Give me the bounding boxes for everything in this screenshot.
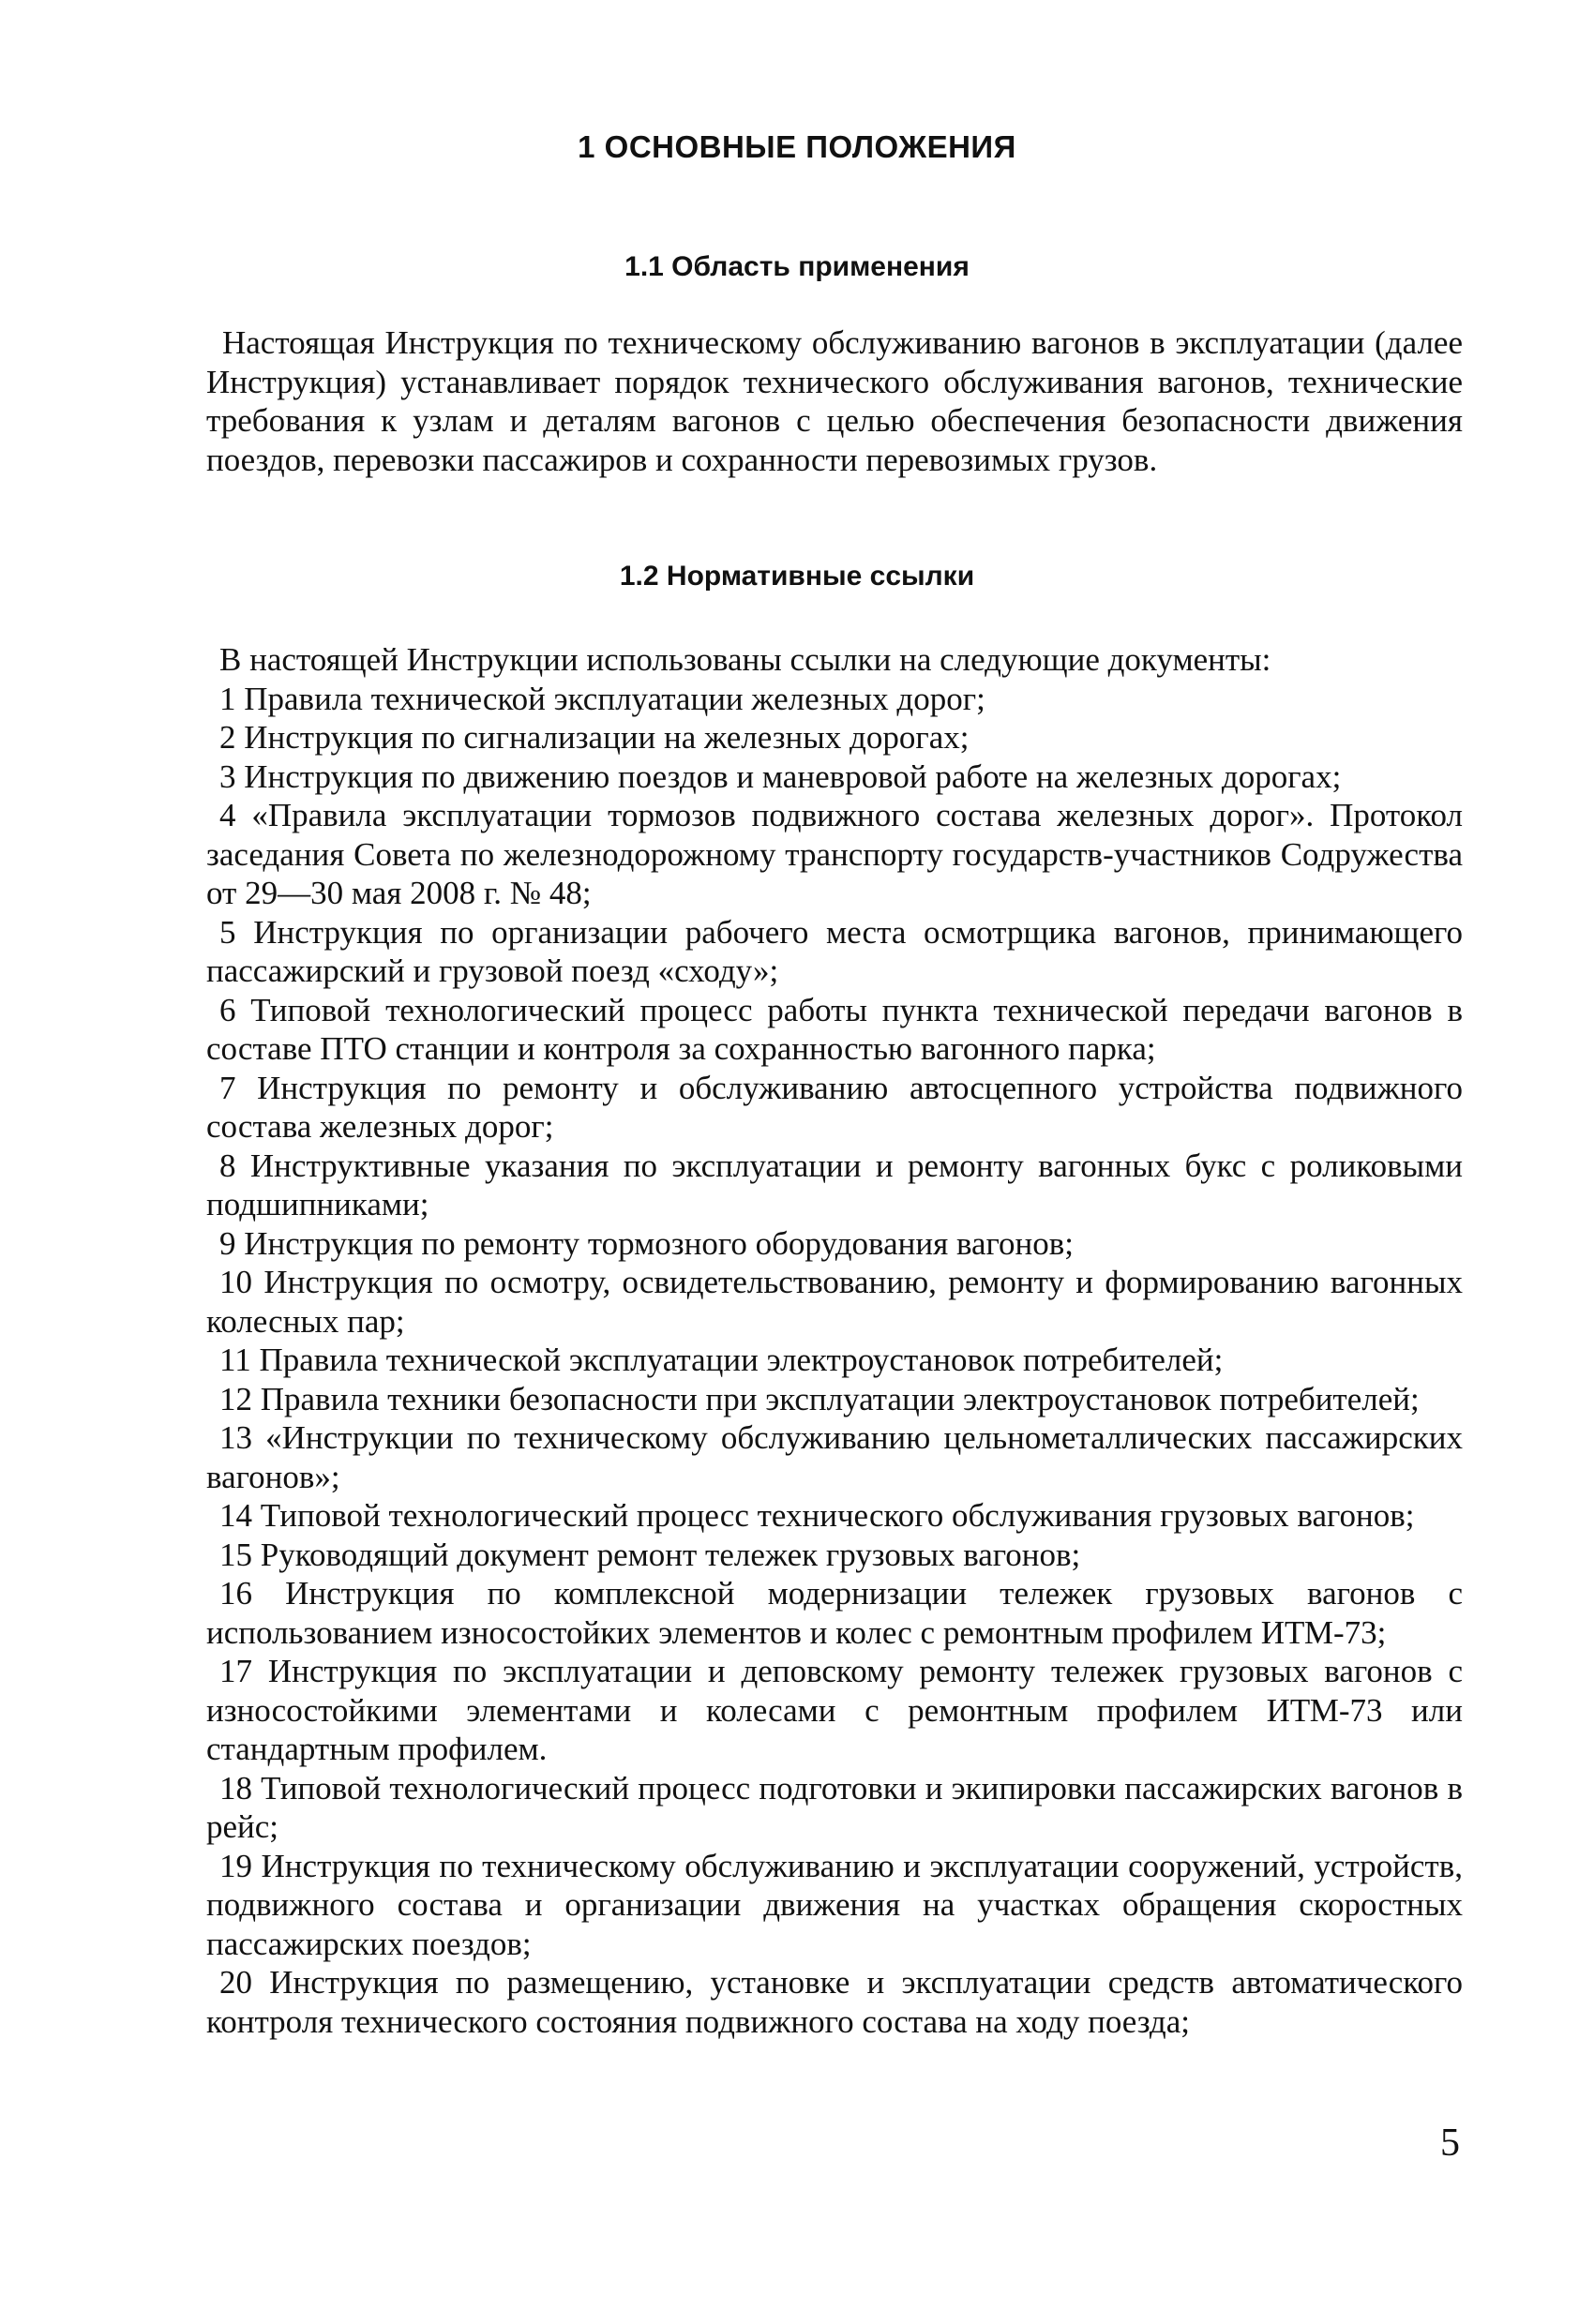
reference-item: 1 Правила технической эксплуатации железных дорог; [219, 680, 985, 717]
reference-item: 2 Инструкция по сигнализации на железных дорогах; [219, 719, 970, 756]
reference-item: 6 Типовой технологический процесс работы пункта технической передачи вагонов в составе ПТО станции и контроля за сохранностью вагонного парка; [206, 991, 1463, 1067]
reference-item: 14 Типовой технологический процесс технического обслуживания грузовых вагонов; [219, 1497, 1415, 1534]
reference-item: 17 Инструкция по эксплуатации и деповскому ремонту тележек грузовых вагонов с износостойкими элементами и колесами с ремонтным профилем ИТМ-73 или стандартным профилем. [206, 1653, 1463, 1767]
subsection-title-references: 1.2 Нормативные ссылки [619, 561, 975, 592]
reference-item: 11 Правила технической эксплуатации электроустановок потребителей; [219, 1342, 1224, 1378]
section-title: 1 ОСНОВНЫЕ ПОЛОЖЕНИЯ [578, 129, 1016, 164]
reference-item: 16 Инструкция по комплексной модернизации тележек грузовых вагонов с использованием износостойких элементов и колес с ремонтным профилем ИТМ-73; [206, 1575, 1463, 1651]
reference-item: 3 Инструкция по движению поездов и маневровой работе на железных дорогах; [219, 757, 1342, 795]
reference-item: 13 «Инструкции по техническому обслуживанию цельнометаллических пассажирских вагонов»; [206, 1419, 1463, 1495]
reference-item: 10 Инструкция по осмотру, освидетельствованию, ремонту и формированию вагонных колесных пар; [206, 1264, 1463, 1340]
page-number: 5 [1440, 2122, 1460, 2165]
reference-item: 8 Инструктивные указания по эксплуатации и ремонту вагонных букс с роликовыми подшипниками; [206, 1147, 1463, 1222]
reference-item: 4 «Правила эксплуатации тормозов подвижного состава железных дорог». Протокол заседания Совета по железнодорожному транспорту государств-участников Содружества от 29—30 мая 2008 г. № 48; [206, 797, 1463, 911]
reference-item: 7 Инструкция по ремонту и обслуживанию автосцепного устройства подвижного состава железных дорог; [206, 1069, 1463, 1145]
reference-item: 19 Инструкция по техническому обслуживанию и эксплуатации сооружений, устройств, подвижного состава и организации движения на участках обращения скоростных пассажирских поездов; [206, 1847, 1463, 1962]
reference-item: 9 Инструкция по ремонту тормозного оборудования вагонов; [219, 1224, 1075, 1262]
subsection-title-scope: 1.1 Область применения [624, 251, 970, 282]
references-intro: В настоящей Инструкции использованы ссылки на следующие документы: [219, 641, 1271, 678]
reference-item: 15 Руководящий документ ремонт тележек грузовых вагонов; [219, 1536, 1081, 1573]
reference-item: 5 Инструкция по организации рабочего места осмотрщика вагонов, принимающего пассажирский и грузовой поезд «сходу»; [206, 913, 1463, 989]
references-section [206, 640, 1463, 2041]
reference-item: 12 Правила техники безопасности при эксплуатации электроустановок потребителей; [219, 1380, 1420, 1417]
reference-item: 20 Инструкция по размещению, установке и эксплуатации средств автоматического контроля технического состояния подвижного состава на ходу поезда; [206, 1964, 1463, 2040]
scope-paragraph: Настоящая Инструкция по техническому обслуживанию вагонов в эксплуатации (далее Инструкция) устанавливает порядок технического обслуживания вагонов, технические требования к узлам и деталям вагонов с целью обеспечения безопасности движения поездов, перевозки пассажиров и сохранности перевозимых грузов. [206, 324, 1463, 478]
references-list [206, 680, 1463, 2042]
reference-item: 18 Типовой технологический процесс подготовки и экипировки пассажирских вагонов в рейс; [206, 1769, 1463, 1845]
scope-section [206, 323, 1463, 479]
